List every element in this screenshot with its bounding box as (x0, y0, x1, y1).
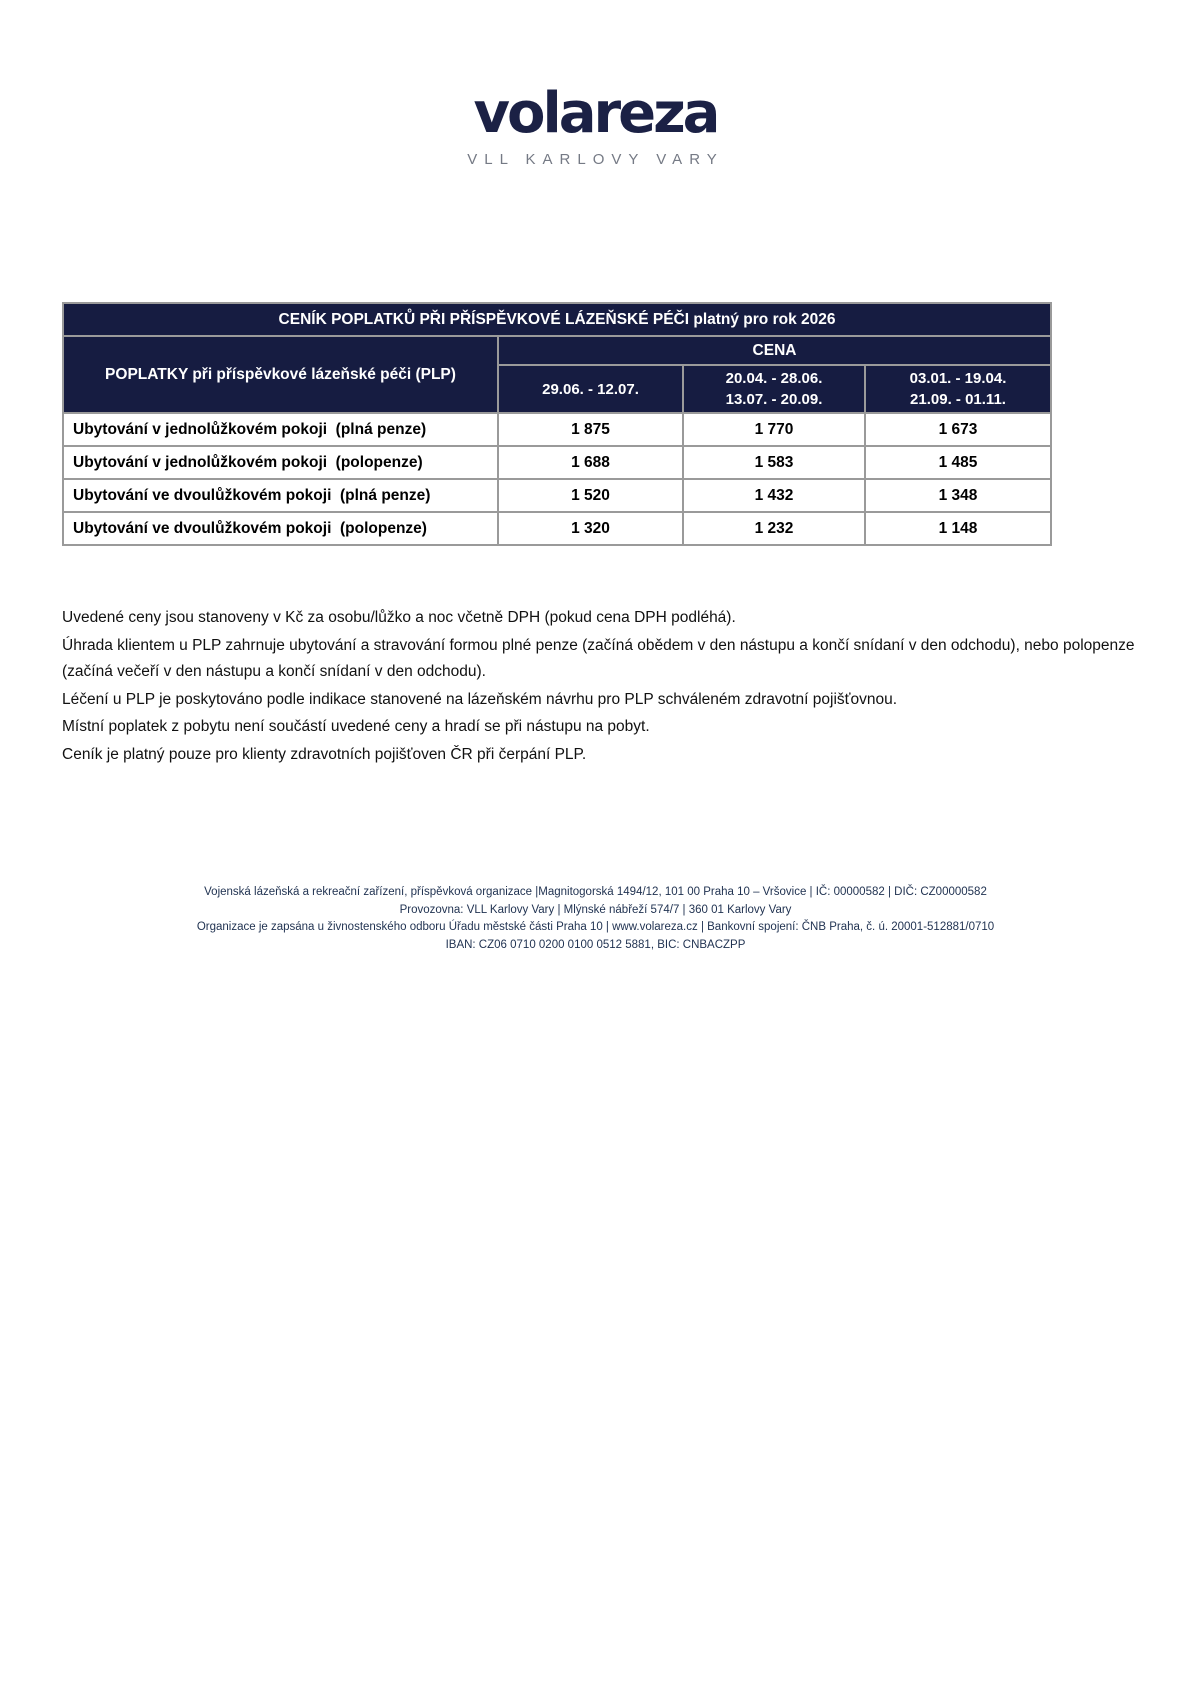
price-group-header: CENA (498, 336, 1051, 365)
price-table (62, 302, 1052, 546)
footer-line: Organizace je zapsána u živnostenského odboru Úřadu městské části Praha 10 | www.volareza.cz | Bankovní spojení: ČNB Praha, č. ú. 20001-512881/0710 (196, 921, 995, 933)
season-date-range: 13.07. - 20.09. (725, 391, 823, 408)
footer-line: IBAN: CZ06 0710 0200 0100 0512 5881, BIC: CNBACZPP (445, 938, 746, 951)
price-group-row (63, 336, 1051, 365)
logo-subtitle: VLL KARLOVY VARY (467, 151, 724, 168)
footer (0, 884, 1191, 954)
footer-line: Provozovna: VLL Karlovy Vary | Mlýnské nábřeží 574/7 | 360 01 Karlovy Vary (399, 903, 792, 916)
room-type-label: Ubytování ve dvoulůžkovém pokoji (plná penze) (63, 479, 498, 512)
season-date-range: 21.09. - 01.11. (910, 391, 1006, 408)
note-paragraph: Léčení u PLP je poskytováno podle indikace stanovené na lázeňském návrhu pro PLP schváleném zdravotní pojišťovnou. (62, 690, 898, 708)
note-paragraph: Uvedené ceny jsou stanoveny v Kč za osobu/lůžko a noc včetně DPH (pokud cena DPH podléhá). (62, 609, 736, 626)
season-date-range: 03.01. - 19.04. (909, 370, 1007, 387)
room-type-label: Ubytování ve dvoulůžkovém pokoji (polopenze) (63, 512, 498, 545)
season-column-3 (865, 365, 1051, 413)
price-value: 1 432 (683, 479, 865, 512)
note-paragraph: Ceník je platný pouze pro klienty zdravotních pojišťoven ČR při čerpání PLP. (62, 745, 587, 763)
table-row (63, 446, 1051, 479)
price-value: 1 232 (683, 512, 865, 545)
note-paragraph: Místní poplatek z pobytu není součástí uvedené ceny a hradí se při nástupu na pobyt. (62, 718, 650, 735)
table-row (63, 413, 1051, 446)
table-row (63, 479, 1051, 512)
logo (0, 81, 1191, 168)
volareza-logo: volareza (473, 81, 718, 146)
season-column-1 (498, 365, 683, 413)
price-value: 1 485 (865, 446, 1051, 479)
price-value: 1 520 (498, 479, 683, 512)
season-date-range: 20.04. - 28.06. (725, 370, 823, 387)
table-title: CENÍK POPLATKŮ PŘI PŘÍSPĚVKOVÉ LÁZEŇSKÉ PÉČI platný pro rok 2026 (63, 303, 1051, 336)
price-value: 1 875 (498, 413, 683, 446)
price-value: 1 673 (865, 413, 1051, 446)
price-value: 1 148 (865, 512, 1051, 545)
season-date-range: 29.06. - 12.07. (542, 380, 639, 398)
table-row (63, 512, 1051, 545)
price-value: 1 688 (498, 446, 683, 479)
footer-line: Vojenská lázeňská a rekreační zařízení, příspěvková organizace |Magnitogorská 1494/12, 101 00 Praha 10 – Vršovice | IČ: 00000582 | DIČ: CZ00000582 (204, 886, 987, 898)
season-column-2 (683, 365, 865, 413)
table-title-row (63, 303, 1051, 336)
note-paragraph: Úhrada klientem u PLP zahrnuje ubytování a stravování formou plné penze (začíná obědem v den nástupu a končí snídaní v den odchodu), nebo polopenze (začíná večeří v den nástupu a končí snídaní v den odchodu). (62, 636, 1135, 680)
room-type-label: Ubytování v jednolůžkovém pokoji (polopenze) (63, 446, 498, 479)
price-value: 1 770 (683, 413, 865, 446)
fees-column-header: POPLATKY při příspěvkové lázeňské péči (PLP) (63, 336, 498, 413)
price-value: 1 320 (498, 512, 683, 545)
price-value: 1 583 (683, 446, 865, 479)
room-type-label: Ubytování v jednolůžkovém pokoji (plná penze) (63, 413, 498, 446)
price-value: 1 348 (865, 479, 1051, 512)
notes-section (62, 605, 1140, 769)
